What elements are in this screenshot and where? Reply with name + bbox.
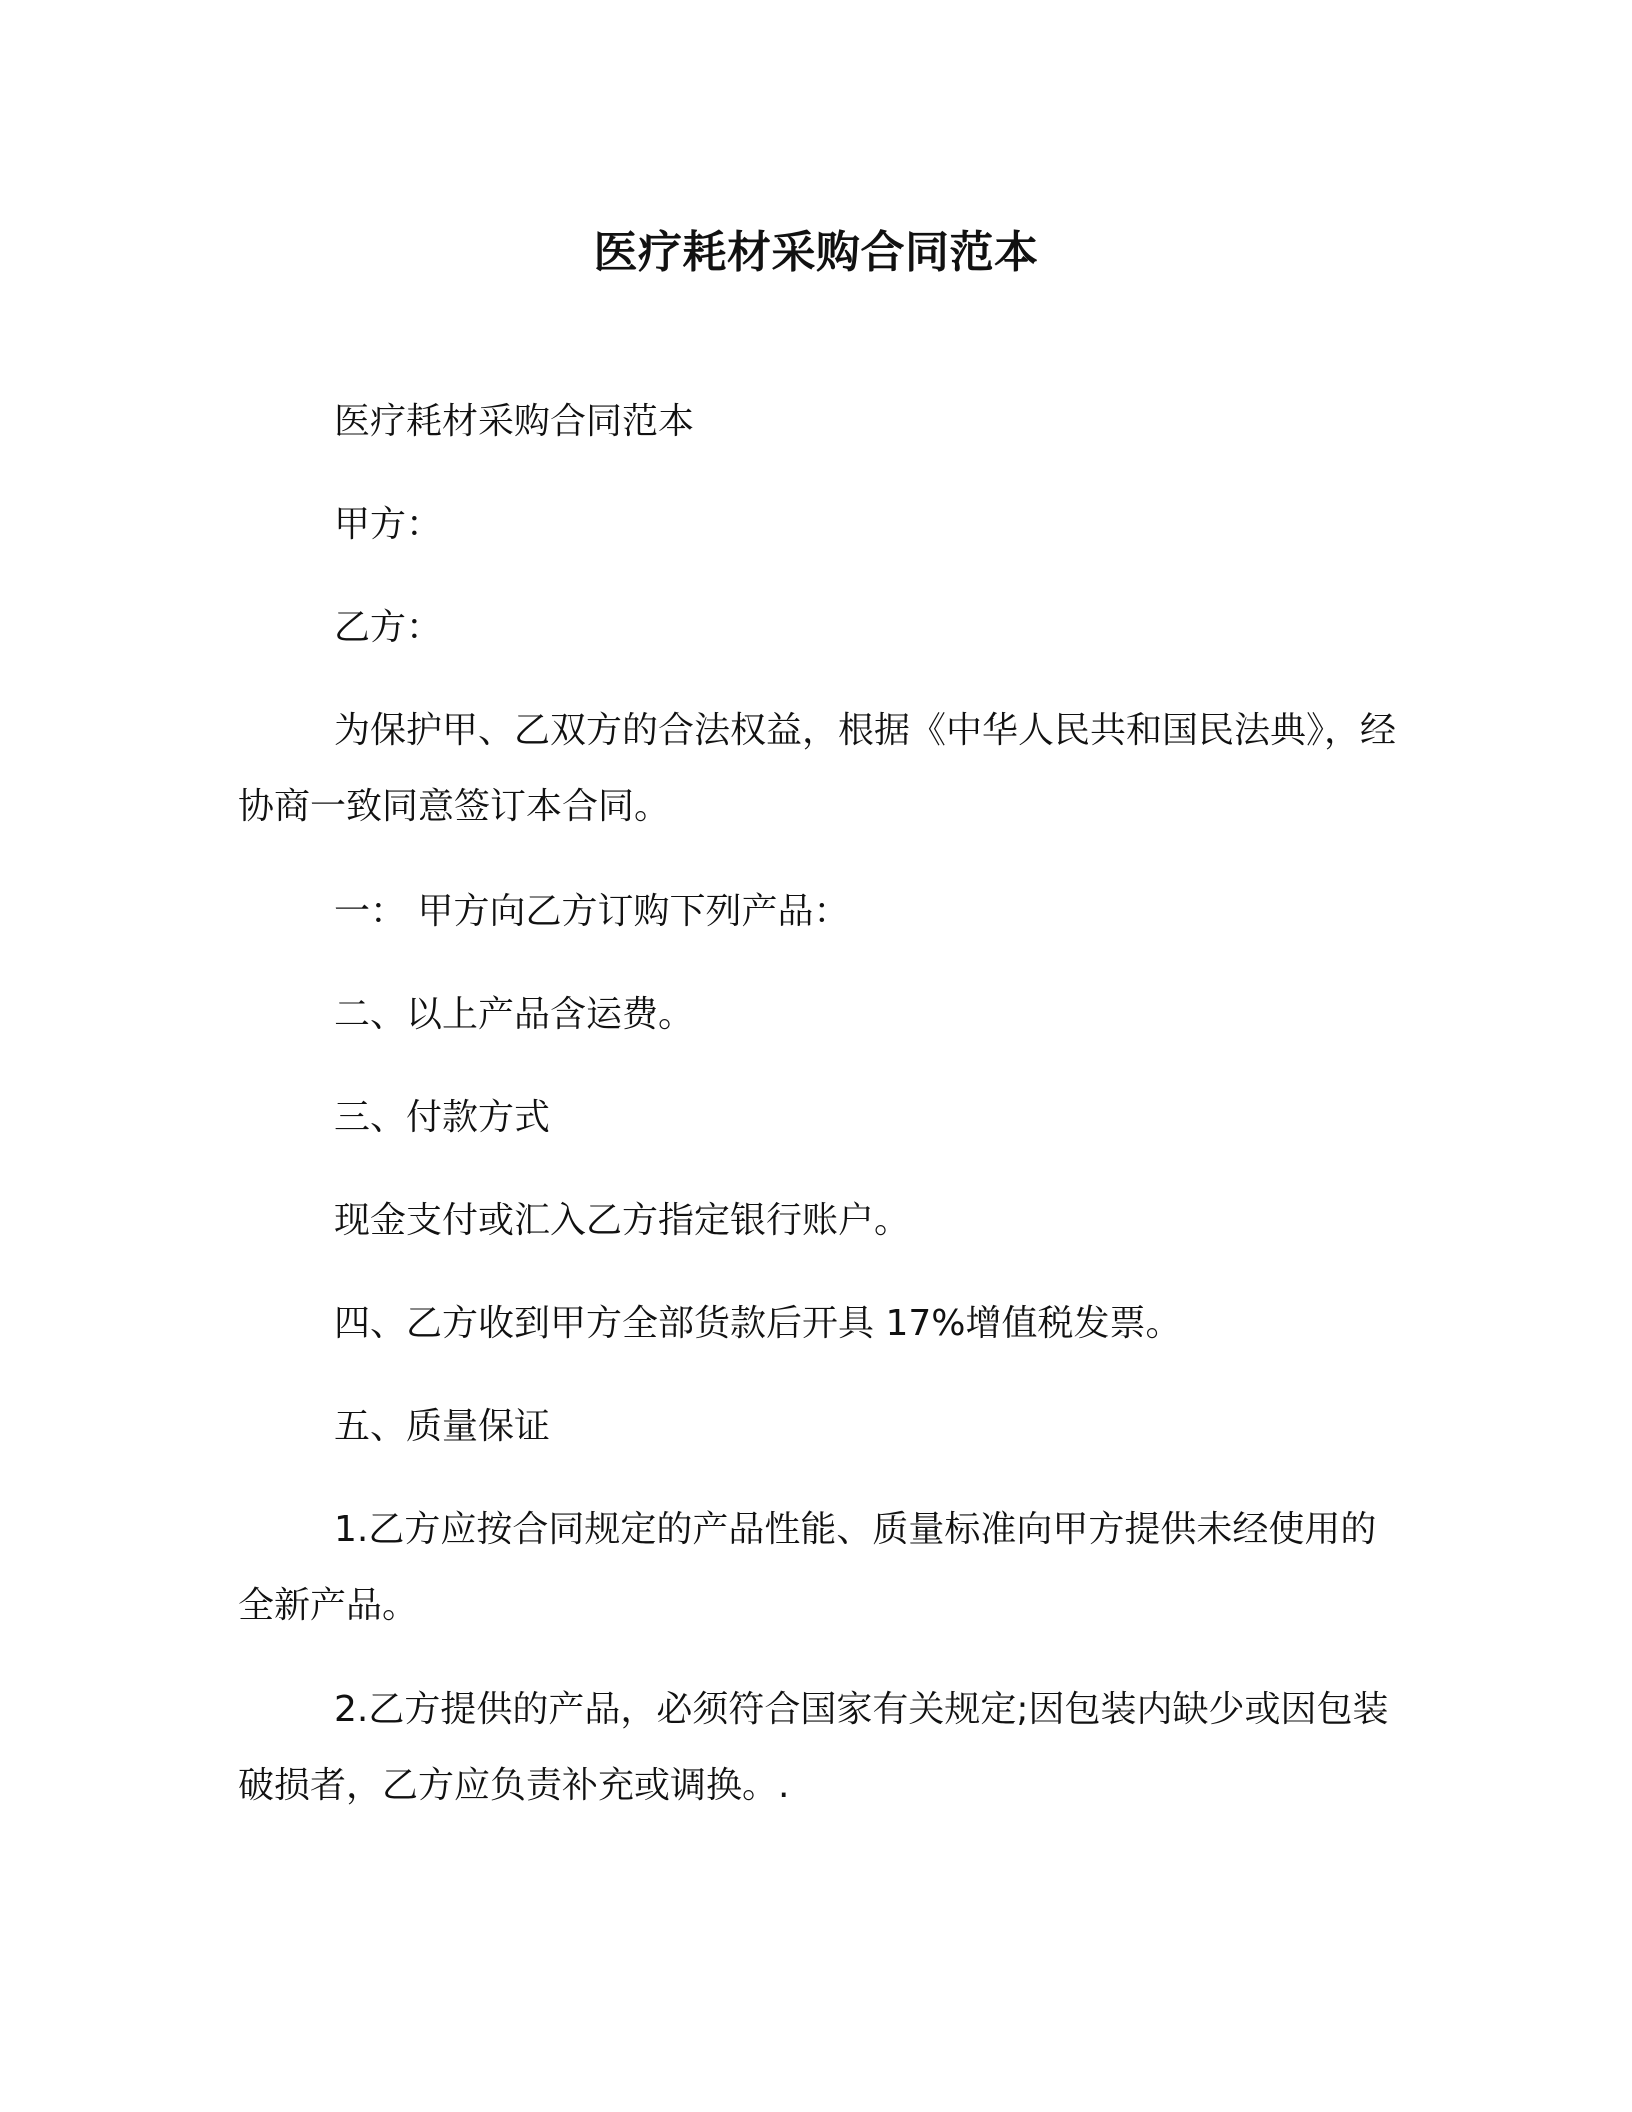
- document-title: 医疗耗材采购合同范本: [593, 227, 1039, 278]
- paragraph-clause-1: 一： 甲方向乙方订购下列产品：: [334, 891, 850, 932]
- paragraph-clause-3: 三、付款方式: [334, 1097, 551, 1138]
- paragraph-party-a: 甲方：: [334, 504, 443, 545]
- paragraph-party-b: 乙方：: [334, 607, 443, 648]
- paragraph-quality-2: 2.乙方提供的产品，必须符合国家有关规定;因包装内缺少或因包装破损者，乙方应负责补充或调换。.: [238, 1689, 1389, 1806]
- paragraph-clause-2: 二、以上产品含运费。: [334, 994, 695, 1035]
- paragraph-payment-method: 现金支付或汇入乙方指定银行账户。: [334, 1200, 911, 1241]
- paragraph-preamble: 为保护甲、乙双方的合法权益，根据《中华人民共和国民法典》，经协商一致同意签订本合同。: [238, 710, 1397, 827]
- paragraph-clause-5: 五、质量保证: [334, 1406, 551, 1447]
- paragraph-clause-4: 四、乙方收到甲方全部货款后开具 17%增值税发票。: [334, 1303, 1182, 1344]
- paragraph-subtitle: 医疗耗材采购合同范本: [334, 401, 695, 442]
- paragraph-quality-1: 1.乙方应按合同规定的产品性能、质量标准向甲方提供未经使用的全新产品。: [238, 1509, 1377, 1626]
